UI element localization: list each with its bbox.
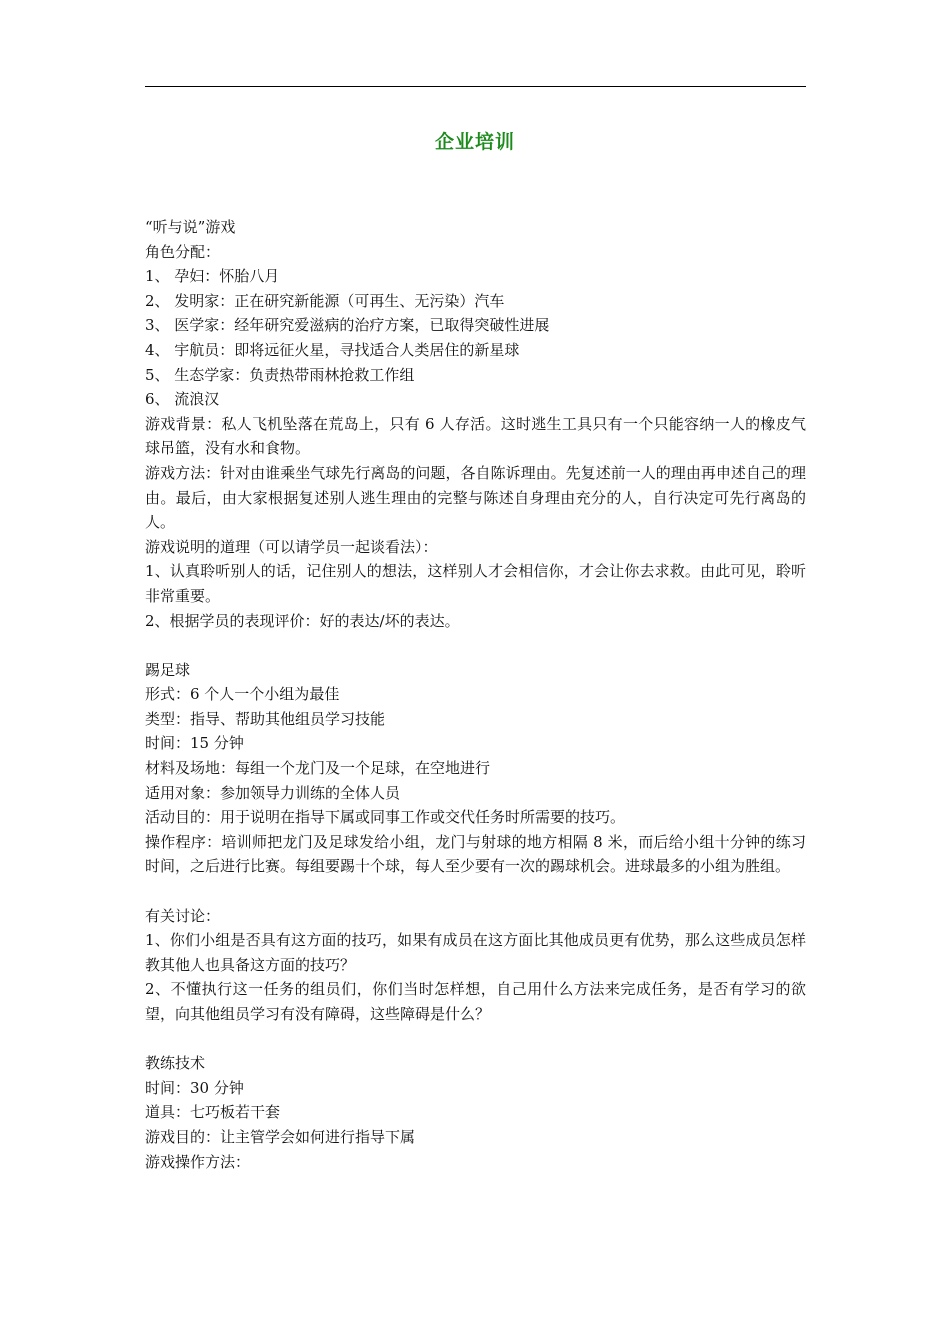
- paragraph: 类型：指导、帮助其他组员学习技能: [145, 709, 386, 728]
- list-item: 3、 医学家：经年研究爱滋病的治疗方案，已取得突破性进展: [145, 316, 550, 335]
- section-heading-coaching: 教练技术: [145, 1054, 206, 1073]
- paragraph: 游戏操作方法：: [145, 1152, 251, 1171]
- paragraph: 游戏目的：让主管学会如何进行指导下属: [145, 1127, 416, 1146]
- page-title: 企业培训: [434, 131, 515, 153]
- paragraph: 时间：30 分钟: [145, 1078, 244, 1097]
- paragraph: 2、不懂执行这一任务的组员们，你们当时怎样想，自己用什么方法来完成任务，是否有学习的欲望，向其他组员学习有没有障碍，这些障碍是什么？: [145, 980, 806, 1023]
- list-item: 4、 宇航员：即将远征火星，寻找适合人类居住的新星球: [145, 340, 520, 359]
- section-heading-listen-speak: “听与说”游戏: [145, 218, 236, 236]
- blank-line: [145, 879, 806, 904]
- blank-line: [145, 633, 806, 658]
- list-item: 1、 孕妇：怀胎八月: [145, 267, 280, 286]
- paragraph: 形式：6 个人一个小组为最佳: [145, 685, 340, 704]
- section-heading-football: 踢足球: [145, 660, 191, 679]
- list-item: 5、 生态学家：负责热带雨林抢救工作组: [145, 365, 415, 384]
- paragraph: 操作程序：培训师把龙门及足球发给小组，龙门与射球的地方相隔 8 米，而后给小组十分钟的练习时间，之后进行比赛。每组要踢十个球，每人至少要有一次的踢球机会。进球最多的小组为胜组。: [145, 832, 806, 876]
- paragraph: 适用对象：参加领导力训练的全体人员: [145, 783, 401, 802]
- paragraph: 1、认真聆听别人的话，记住别人的想法，这样别人才会相信你，才会让你去求救。由此可见，聆听非常重要。: [145, 562, 806, 605]
- paragraph: 角色分配：: [145, 242, 221, 261]
- paragraph: 游戏背景：私人飞机坠落在荒岛上，只有 6 人存活。这时逃生工具只有一个只能容纳一人的橡皮气球吊篮，没有水和食物。: [145, 414, 806, 458]
- paragraph: 时间：15 分钟: [145, 734, 244, 753]
- paragraph: 道具：七巧板若干套: [145, 1103, 281, 1122]
- list-item: 2、 发明家：正在研究新能源（可再生、无污染）汽车: [145, 291, 505, 310]
- document-body: [145, 215, 806, 1174]
- blank-line: [145, 1027, 806, 1052]
- list-item: 6、 流浪汉: [145, 390, 220, 409]
- paragraph: 材料及场地：每组一个龙门及一个足球，在空地进行: [145, 759, 491, 778]
- header-rule: [145, 86, 806, 87]
- paragraph: 1、你们小组是否具有这方面的技巧，如果有成员在这方面比其他成员更有优势，那么这些成员怎样教其他人也具备这方面的技巧？: [145, 931, 806, 974]
- paragraph: 2、根据学员的表现评价：好的表达/坏的表达。: [145, 611, 460, 630]
- paragraph: 游戏说明的道理（可以请学员一起谈看法）：: [145, 537, 438, 556]
- paragraph: 游戏方法：针对由谁乘坐气球先行离岛的问题，各自陈诉理由。先复述前一人的理由再申述自己的理由。最后，由大家根据复述别人逃生理由的完整与陈述自身理由充分的人，自行决定可先行离岛的人。: [145, 463, 806, 532]
- paragraph: 活动目的：用于说明在指导下属或同事工作或交代任务时所需要的技巧。: [145, 808, 626, 827]
- section-heading-discussion: 有关讨论：: [145, 906, 221, 925]
